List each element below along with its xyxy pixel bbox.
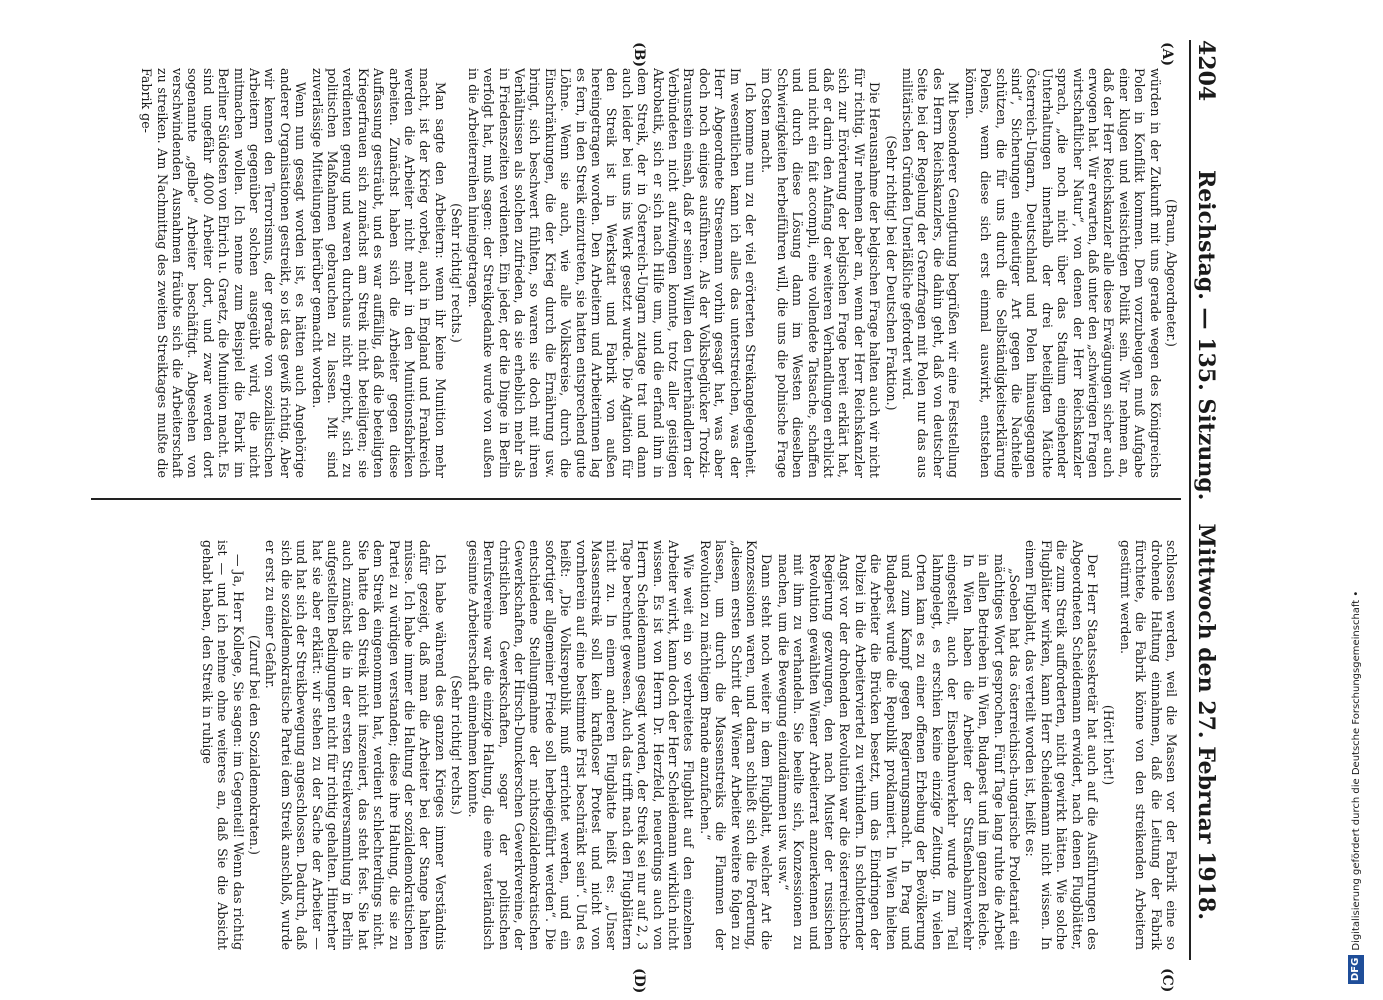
interjection: (Sehr richtig! bei der Deutschen Fraktion.) bbox=[883, 135, 899, 411]
paragraph: Wie weit ein so verbreitetes Flugblatt auf den einzelnen Arbeiter wirkt, kann doch der Herr Scheidemann wirklich nicht wissen. Es ist von Herrn Dr. Herzfeld, neuerdings auch von Herrn Scheidemann gesagt worden, der Streik sei nur auf 2, 3 Tage berechnet gewesen. Auch das trifft nach den Flugblättern nicht zu. In einem anderen Flugblatte heißt es: „Unser Massenstreik soll kein kraftloser Protest und nicht von vornherein auf eine bestimmte Frist beschränkt sein“. Und es heißt: „Die Volksrepublik muß errichtet werden, und ein sofortiger allgemeiner Friede soll herbeigeführt werden“. Die entschiedene Stellungnahme der nichtsozialdemokratischen Gewerkschaften, der Hirsch-Dunckerschen Gewerkvereine, der christlichen Gewerkschaften, sogar der politischen Berufsvereine war die einzige Haltung, die eine vaterländisch gesinnte Arbeiterschaft einnehmen konnte. bbox=[465, 540, 697, 950]
speaker-label: (Braun, Abgeordneter.) bbox=[1164, 199, 1179, 347]
paragraph: Dann steht noch weiter in dem Flugblatt, welcher Art die Konzessionen waren, und daran schließt sich die Forderung, „diesem ersten Schritt der Wiener Arbeiter weitere folgen zu lassen, um durch die Massenstreiks die Flammen der Revolution zu mächtigem Brande anzufachen.“ bbox=[697, 540, 775, 950]
paragraph: Mit besonderer Genugtuung begrüßen wir eine Feststellung des Herrn Reichskanzlers, die dahin geht, daß von deutscher Seite bei der Regelung der Grenzfragen mit Polen nur das aus militärischen Gründen Unerläßliche gefordert wird. bbox=[900, 68, 962, 478]
page-header bbox=[1189, 40, 1225, 960]
paragraph: — Ja, Herr Kollege, Sie sagen: im Gegenteil! Wenn das richtig ist — und ich nehme ohne weiteres an, daß Sie die Absicht gehabt haben, den Streik in ruhige bbox=[199, 540, 246, 950]
paragraph: würden in der Zukunft mit uns gerade wegen des Königreichs Polen in Konflikt kommen. Dem vorzubeugen muß Aufgabe einer klugen und weitsichtigen Politik sein. Wir nehmen an, daß der Herr Reichskanzler alle diese Erwägungen sicher auch erwogen hat. Wir erwarten, daß unter den „schwierigen Fragen wirtschaftlicher Natur“, von denen der Herr Reichskanzler sprach, „die noch nicht über das Stadium eingehender Unterhaltungen innerhalb der drei beteiligten Mächte Österreich-Ungarn, Deutschland und Polen hinausgegangen sind“, Sicherungen eindeutiger Art gegen die Nachteile schützen, die für uns durch die Selbständigkeitserklärung Polens, wenn diese sich erst einmal auswirkt, entstehen können. bbox=[962, 68, 1163, 478]
dfg-logo: DFG bbox=[1348, 955, 1364, 984]
column-divider bbox=[91, 498, 1181, 500]
page-number: 4204 bbox=[1193, 40, 1219, 102]
paragraph: Wenn nun gesagt worden ist, es hätten auch Angehörige anderer Organisationen gestreikt, so ist das gewiß richtig. Aber wir kennen den Terrorismus, der gerade von sozialistischen Arbeitern gegenüber solchen ausgeübt wird, die nicht mitmachen wollen. Ich nenne zum Beispiel die Fabrik im Berliner Südosten von Ehrich u. Graetz, die Munition macht. Es sind ungefähr 4000 Arbeiter dort, und zwar werden dort sogenannte „gelbe“ Arbeiter beschäftigt. Abgesehen von verschwindenden Ausnahmen fräubte sich die Arbeiterschaft zu streiken. Am Nachmittag des zweiten Streiktages mußte die Fabrik ge- bbox=[139, 68, 309, 478]
right-column bbox=[89, 540, 1179, 950]
interjection: (Sehr richtig! rechts.) bbox=[449, 675, 465, 815]
interjection: (Sehr richtig! rechts.) bbox=[449, 203, 465, 343]
margin-marker-b: (B) bbox=[631, 42, 647, 68]
paragraph: Die Herausnahme der belgischen Frage halten auch wir nicht für richtig. Wir nehmen aber an, wenn der Herr Reichskanzler sich zur Erörterung der belgischen Frage bereit erklärt hat, daß er darin den Anfang der weiteren Verhandlungen erblickt und nicht ein fait accompli, eine vollendete Tatsache, schaffen und durch diese Lösung dann im Westen dieselben Schwierigkeiten herbeiführen will, die uns die polnische Frage im Osten macht. bbox=[759, 68, 883, 478]
margin-marker-c: (C) bbox=[1159, 968, 1175, 993]
paragraph: Der Herr Staatssekretär hat auch auf die Ausführungen des Abgeordneten Scheidemann erwidert, nach denen Flugblätter, die zum Streik aufforderten, nicht gewirkt hätten. Wie solche Flugblätter wirken, kann Herr Scheidemann nicht wissen. In einem Flugblatt, das verteilt worden ist, heißt es: bbox=[1023, 540, 1100, 950]
interjection: (Zuruf bei den Sozialdemokraten.) bbox=[247, 635, 263, 855]
credit-text: Digitalisierung gefördert durch die Deutsche Forschungsgemeinschaft • bbox=[1351, 590, 1362, 951]
quoted-flyer-text: „Soeben hat das österreichisch-ungarische Proletariat ein mächtiges Wort gesprochen. Fünf Tage lang ruhte die Arbeit in allen Betrieben in Wien, Budapest und im ganzen Reiche. In Wien haben die Arbeiter der Straßenbahnverkehr eingestellt, auch der Eisenbahnverkehr wurde zum Teil lahmgelegt, es erschien keine einzige Zeitung. In vielen Orten kam es zu einer offenen Erhebung der Bevölkerung und zum Kampf gegen Regierungsmacht. In Prag und Budapest wurde die Republik proklamiert. In Wien hielten die Arbeiter die Brücken besetzt, um das Eindringen der Polizei in die Arbeiterviertel zu verhindern. In schlotternder Angst vor der drohenden Revolution war die österreichische Regierung gezwungen, den nach Muster der russischen Revolution gewählten Wiener Arbeiterrat anzuerkennen und mit ihm zu verhandeln. Sie beeilte sich, Konzessionen zu machen, um die Bewegung einzudämmen usw. usw.“ bbox=[775, 554, 1022, 950]
header-date: Mittwoch den 27. Februar 1918. bbox=[1193, 523, 1219, 920]
left-column bbox=[89, 68, 1179, 478]
margin-marker-d: (D) bbox=[631, 968, 647, 994]
paragraph: Man sagte den Arbeitern: wenn ihr keine Munition mehr macht, ist der Krieg vorbei, auch in England und Frankreich werden die Arbeiter nicht mehr in den Munitionsfabriken arbeiten. Zunächst haben sich die Arbeiter gegen diese Auffassung gesträubt, und es war auffällig, daß die beteiligten Kriegerfrauen sich zunächst am Streik nicht beteiligten; sie verdienten genug und waren durchaus nicht erpicht, sich zu politischen Maßnahmen gebrauchen zu lassen. Mit sind zuverlässige Mitteilungen hierüber gemacht worden. bbox=[309, 68, 448, 478]
interjection: (Hört! hört!) bbox=[1101, 704, 1117, 786]
paragraph: Ich komme nun zu der viel erörterten Streikangelegenheit. Im wesentlichen kann ich alles das unterstreichen, was der Herr Abgeordnete Stresemann vorhin gesagt hat, was aber doch noch einiges ausführen. Als der Volksbeglücker Trotzki-Braunstein einsah, daß er seinen Willen den Unterhändlern der Verbündeten nicht aufzwingen konnte, trotz aller geistigen Akrobatik, sich er sich nach Hilfe um, und die erfand ihm in dem Streik, der in Österreich-Ungarn zutage trat und dann auch leider bei uns ins Werk gesetzt wurde. Die Agitation für den Streik ist in Werkstatt und Fabrik von außen hereingetragen worden. Den Arbeitern und Arbeiterinnen lag es fern, in den Streik einzutreten, sie hatten entsprechend gute Löhne. Wenn sie auch, wie alle Volkskreise, durch die Einschränkungen, die der Krieg durch die Ernährung usw. bringt, sich beschwert fühlten, so waren sie doch mit ihren Verhältnissen als solchen zufrieden, da sie erheblich mehr als in Friedenszeiten verdienten. Ein jeder, der die Dinge in Berlin verfolgt hat, muß sagen: der Streikgedanke wurde von außen in die Arbeiterreihen hineingetragen. bbox=[465, 68, 759, 478]
header-session-title: Reichstag. — 135. Sitzung. bbox=[1193, 170, 1219, 501]
margin-marker-a: (A) bbox=[1159, 42, 1175, 67]
paragraph: schlossen werden, weil die Massen vor der Fabrik eine so drohende Haltung einnahmen, daß die Leitung der Fabrik fürchtete, die Fabrik könne von den streikenden Arbeitern gestürmt werden. bbox=[1117, 540, 1179, 950]
document-page bbox=[55, 0, 1265, 1000]
paragraph: Ich habe während des ganzen Krieges immer Verständnis dafür gezeigt, daß man die Arbeiter bei der Stange halten müsse. Ich habe immer die Haltung der sozialdemokratischen Partei zu würdigen verstanden; diese ihre Haltung, die sie zu dem Streik eingenommen hat, verdient schlechterdings nicht. Sie hatte den Streik nicht inszeniert, das steht fest. Sie hat auch zunächst die in der ersten Streikversammlung in Berlin aufgestellten Bedingungen nicht für richtig gehalten. Hinterher hat sie aber erklärt: wir stehen zu der Sache der Arbeiter — und hat sich der Streikbewegung angeschlossen. Dadurch, daß sich die sozialdemokratische Partei dem Streik anschloß, wurde er erst zu einer Gefahr. bbox=[263, 540, 448, 950]
digitization-credit bbox=[1345, 16, 1369, 984]
